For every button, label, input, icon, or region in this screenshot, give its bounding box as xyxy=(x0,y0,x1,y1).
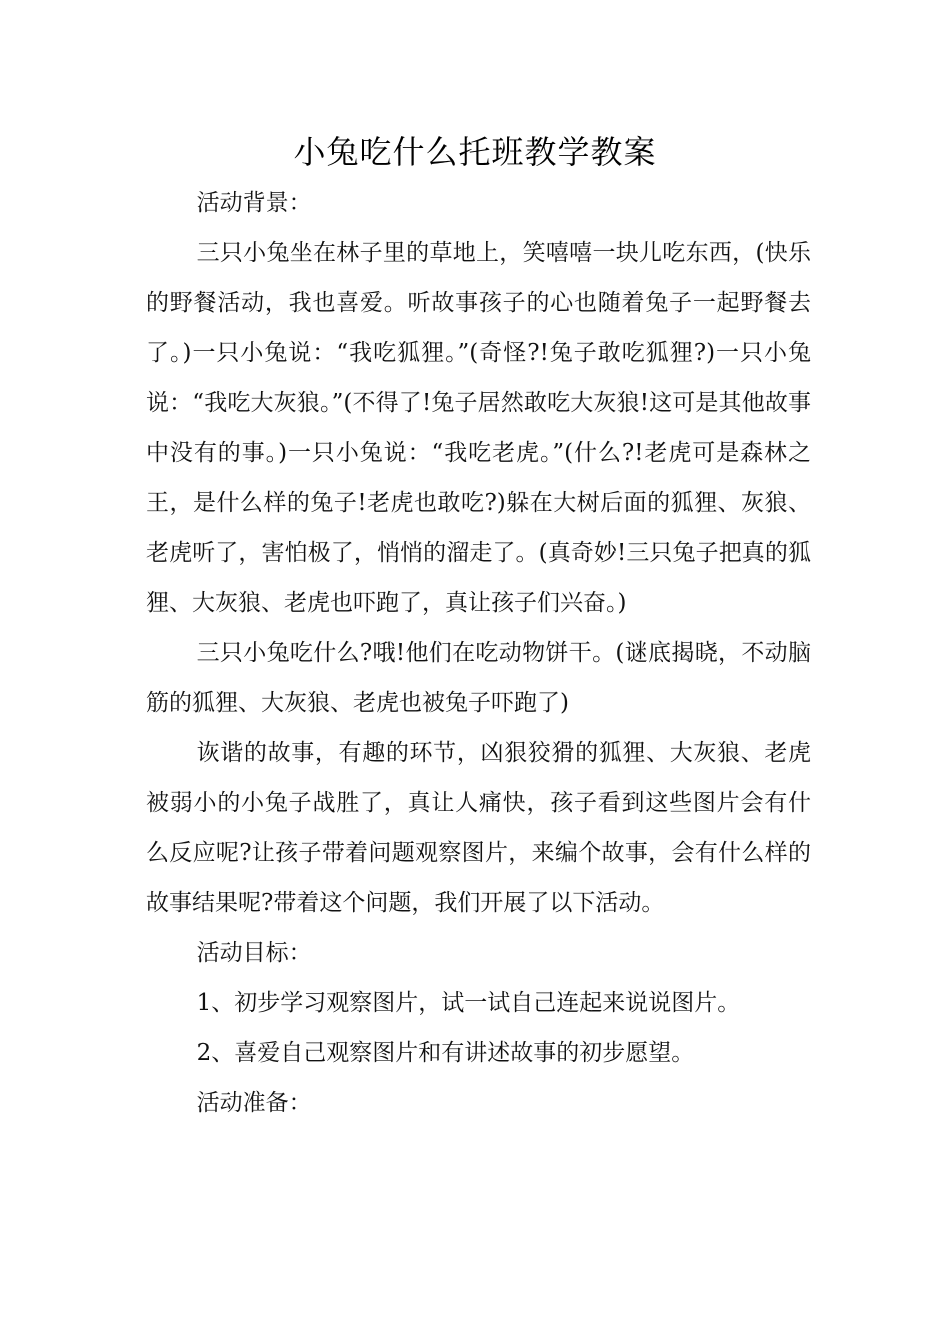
goal-item-2: 2、喜爱自己观察图片和有讲述故事的初步愿望。 xyxy=(196,1040,695,1066)
goal-item-1: 1、初步学习观察图片，试一试自己连起来说说图片。 xyxy=(196,990,741,1016)
document-body xyxy=(146,178,811,1128)
section-heading-goals: 活动目标： xyxy=(196,940,312,966)
paragraph-story: 三只小兔坐在林子里的草地上，笑嘻嘻一块儿吃东西，(快乐的野餐活动，我也喜爱。听故事孩子的心也随着兔子一起野餐去了。)一只小兔说：“我吃狐狸。”(奇怪?!兔子敢吃狐狸?)一只小兔说：“我吃大灰狼。”(不得了!兔子居然敢吃大灰狼!这可是其他故事中没有的事。)一只小兔说：“我吃老虎。”(什么?!老虎可是森林之王，是什么样的兔子!老虎也敢吃?)躲在大树后面的狐狸、灰狼、老虎听了，害怕极了，悄悄的溜走了。(真奇妙!三只兔子把真的狐狸、大灰狼、老虎也吓跑了，真让孩子们兴奋。) xyxy=(146,240,811,616)
section-heading-background: 活动背景： xyxy=(196,190,312,216)
paragraph-reveal: 三只小兔吃什么?哦!他们在吃动物饼干。(谜底揭晓，不动脑筋的狐狸、大灰狼、老虎也被兔子吓跑了) xyxy=(146,640,811,716)
paragraph-motivation: 诙谐的故事，有趣的环节，凶狠狡猾的狐狸、大灰狼、老虎被弱小的小兔子战胜了，真让人痛快，孩子看到这些图片会有什么反应呢?让孩子带着问题观察图片，来编个故事，会有什么样的故事结果呢?带着这个问题，我们开展了以下活动。 xyxy=(146,740,811,916)
document-title: 小兔吃什么托班教学教案 xyxy=(293,133,657,171)
section-heading-preparation: 活动准备： xyxy=(196,1090,312,1116)
